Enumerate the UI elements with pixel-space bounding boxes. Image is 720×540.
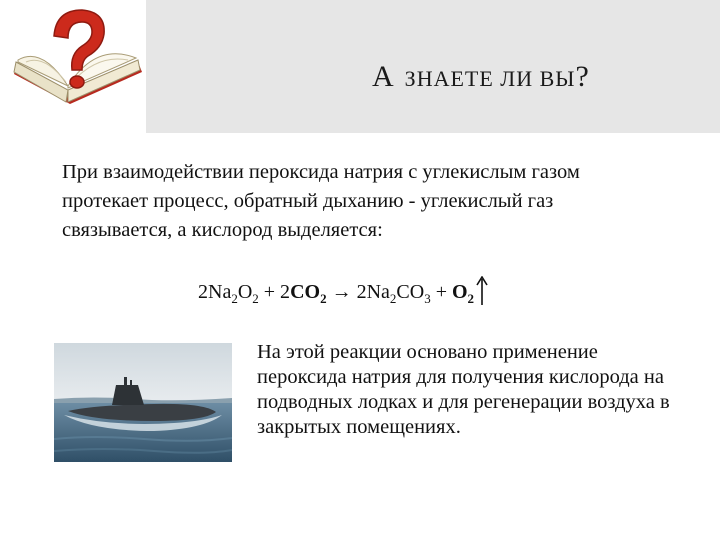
chemical-equation <box>198 276 488 307</box>
eq-sub: 2 <box>252 291 259 306</box>
eq-sub: 2 <box>467 291 475 306</box>
eq-arrow: → <box>326 281 357 303</box>
question-book-icon <box>6 2 148 130</box>
title-first-letter: А <box>372 60 395 93</box>
eq-o2: O <box>451 281 468 303</box>
usage-paragraph: На этой реакции основано применение пероксида натрия для получения кислорода на подводных лодках и для регенерации воздуха в закрытых помещениях. <box>257 341 670 438</box>
intro-paragraph: При взаимодействии пероксида натрия с углекислым газом протекает процесс, обратный дыханию - углекислый газ связывается, а кислород выделяется: <box>62 161 580 241</box>
eq-plus: + 2 <box>258 281 291 303</box>
eq-sub: 2 <box>389 291 397 306</box>
page-title <box>372 60 590 94</box>
eq-reactant1-o: O <box>237 281 253 303</box>
eq-plus: + <box>430 281 452 303</box>
eq-reactant1: 2Na <box>198 281 232 303</box>
eq-co2: CO <box>290 281 321 303</box>
eq-sub: 3 <box>424 291 431 306</box>
eq-product1-co: CO <box>396 281 425 303</box>
title-question-mark: ? <box>575 60 590 93</box>
submarine-photo <box>54 343 232 462</box>
eq-sub: 2 <box>320 291 327 306</box>
gas-release-arrow-icon <box>476 276 488 306</box>
eq-sub: 2 <box>231 291 238 306</box>
eq-product1: 2Na <box>356 281 390 303</box>
title-text: ЗНАЕТЕ ЛИ ВЫ <box>404 66 576 91</box>
